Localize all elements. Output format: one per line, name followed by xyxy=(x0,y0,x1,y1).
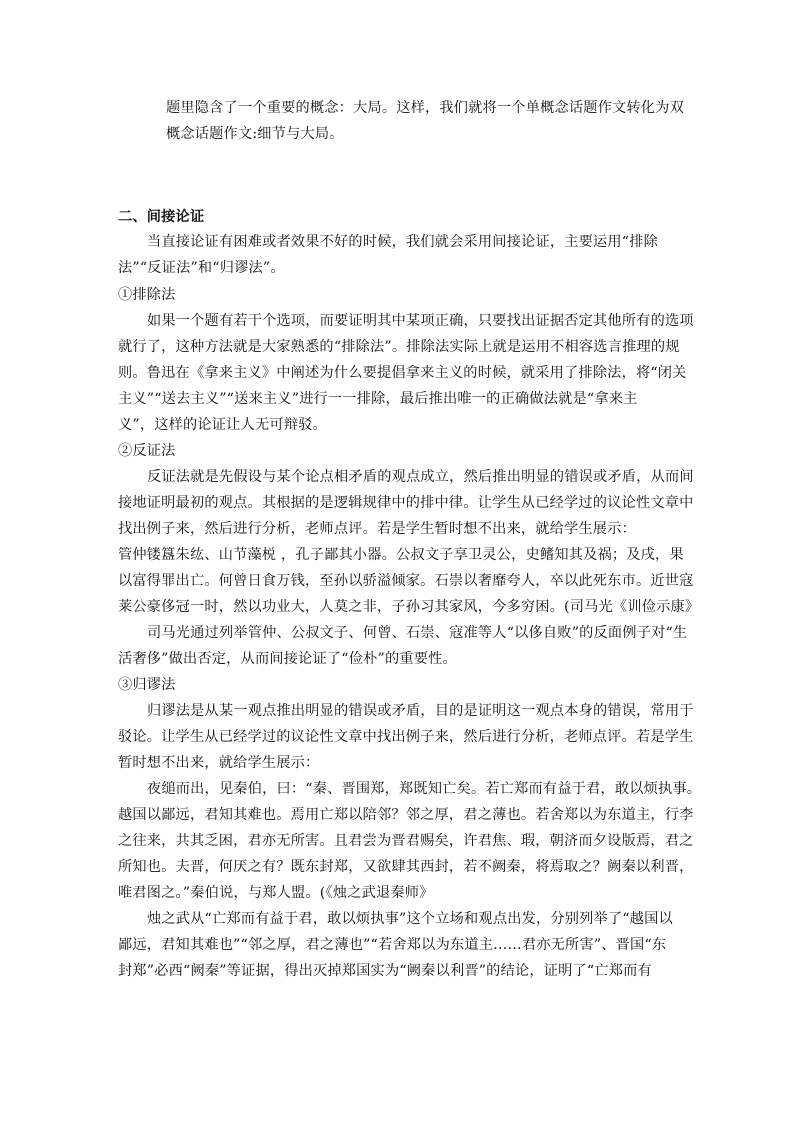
text-line: 鄙远，君知其难也”“邻之厚，君之薄也”“若舍郑以为东道主……君亦无所害”、晋国“东 xyxy=(118,937,667,953)
text-line: 司马光通过列举管仲、公叔文子、何曾、石崇、寇准等人“以侈自败”的反面例子对“生 xyxy=(147,625,688,641)
subsection-heading: ②反证法 xyxy=(118,443,176,459)
text-line: 莱公豪侈冠一时，然以功业大，人莫之非，子孙习其家风，今多穷困。(司马光《训俭示康》 xyxy=(118,599,700,615)
text-line: 之往来，共其乏困，君亦无所害。且君尝为晋君赐矣，许君焦、瑕，朝济而夕设版焉，君之 xyxy=(118,833,694,849)
subsection-heading: ①排除法 xyxy=(118,287,176,303)
text-line: 义”，这样的论证让人无可辩驳。 xyxy=(118,417,327,433)
text-line: 烛之武从“亡郑而有益于君，敢以烦执事”这个立场和观点出发，分别列举了“越国以 xyxy=(147,911,673,927)
text-line: 接地证明最初的观点。其根据的是逻辑规律中的排中律。让学生从已经学过的议论性文章中 xyxy=(118,495,694,511)
text-line: 驳论。让学生从已经学过的议论性文章中找出例子来，然后进行分析，老师点评。若是学生 xyxy=(118,729,694,745)
text-line: 管仲镂簋朱纮、山节藻棁 ，孔子鄙其小器。公叔文子享卫灵公，史鳍知其及祸；及戌，果 xyxy=(118,547,684,563)
text-line: 暂时想不出来，就给学生展示： xyxy=(118,755,320,771)
text-line: 反证法就是先假设与某个论点相矛盾的观点成立，然后推出明显的错误或矛盾，从而间 xyxy=(147,469,694,485)
text-line: 概念话题作文:细节与大局。 xyxy=(166,126,344,142)
text-line: 找出例子来，然后进行分析，老师点评。若是学生暂时想不出来，就给学生展示： xyxy=(118,521,636,537)
text-line: 归谬法是从某一观点推出明显的错误或矛盾，目的是证明这一观点本身的错误，常用于 xyxy=(147,703,694,719)
text-line: 主义”“送去主义”“送来主义”进行一一排除，最后推出唯一的正确做法就是“拿来主 xyxy=(118,391,638,407)
section-heading: 二、间接论证 xyxy=(118,209,205,225)
text-line: 当直接论证有困难或者效果不好的时候，我们就会采用间接论证，主要运用“排除 xyxy=(147,234,659,250)
text-line: 以富得罪出亡。何曾日食万钱，至孙以骄溢倾家。石崇以奢靡夸人，卒以此死东市。近世寇 xyxy=(118,573,694,589)
text-line: 活奢侈”做出否定，从而间接论证了“俭朴”的重要性。 xyxy=(118,651,457,667)
text-line: 越国以鄙远，君知其难也。焉用亡郑以陪邻？邻之厚，君之薄也。若舍郑以为东道主，行李 xyxy=(118,807,694,823)
text-line: 封郑”必西“阙秦”等证据，得出灭掉郑国实为“阙秦以利晋”的结论，证明了“亡郑而有 xyxy=(118,963,652,979)
text-line: 则。鲁迅在《拿来主义》中阐述为什么要提倡拿来主义的时候，就采用了排除法，将“闭关 xyxy=(118,365,687,381)
subsection-heading: ③归谬法 xyxy=(118,677,176,693)
text-line: 所知也。夫晋，何厌之有？既东封郑，又欲肆其西封，若不阙秦，将焉取之？阙秦以利晋， xyxy=(118,859,694,875)
text-line: 法”“反证法”和“归谬法”。 xyxy=(118,260,285,276)
text-line: 夜缒而出，见秦伯，曰：“秦、晋围郑，郑既知亡矣。若亡郑而有益于君，敢以烦执事。 xyxy=(147,781,702,797)
text-line: 如果一个题有若干个选项，而要证明其中某项正确，只要找出证据否定其他所有的选项 xyxy=(147,313,694,329)
text-line: 唯君图之。”秦伯说，与郑人盟。(《烛之武退秦师》 xyxy=(118,885,434,901)
text-line: 就行了，这种方法就是大家熟悉的“排除法”。排除法实际上就是运用不相容选言推理的规 xyxy=(118,339,680,355)
text-line: 题里隐含了一个重要的概念：大局。这样，我们就将一个单概念话题作文转化为双 xyxy=(166,100,684,116)
